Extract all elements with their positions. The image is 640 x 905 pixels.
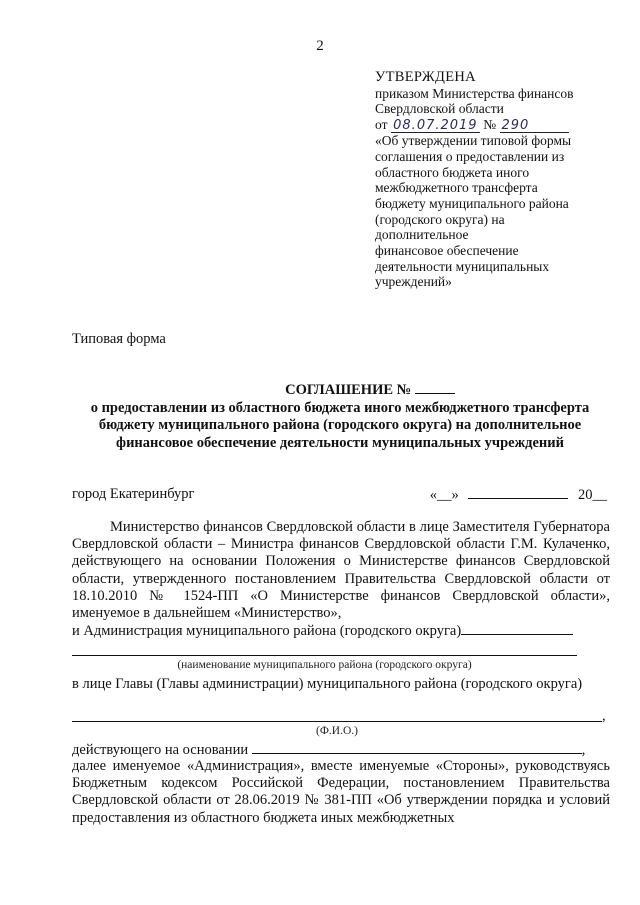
approval-stamp <box>375 70 610 290</box>
title-line-4: финансовое обеспечение деятельности муниципальных учреждений <box>116 434 564 451</box>
subject-line: деятельности муниципальных <box>375 258 550 274</box>
day-blank: «__» <box>429 487 459 503</box>
fio-caption: (Ф.И.О.) <box>316 725 358 737</box>
approval-line-2: Свердловской области <box>375 101 504 117</box>
head-line: в лице Главы (Главы администрации) муниципального района (городского округа) <box>72 676 583 692</box>
approval-subject <box>375 133 610 290</box>
municipality-blank <box>461 622 573 635</box>
handwritten-number: 290 <box>500 119 569 133</box>
acting-label: действующего на основании <box>72 742 249 758</box>
place-date-line <box>72 486 607 503</box>
admin-text: и Администрация муниципального района (городского округа) <box>72 623 462 639</box>
acting-basis-line <box>72 741 610 759</box>
page-number: 2 <box>316 38 324 54</box>
municipality-caption: (наименование муниципального района (городского округа) <box>177 659 472 671</box>
subject-line: учреждений» <box>375 274 452 290</box>
subject-line: областного бюджета иного <box>375 164 530 180</box>
approval-heading: УТВЕРЖДЕНА <box>375 69 476 85</box>
title-line-2: о предоставлении из областного бюджета иного межбюджетного трансферта <box>90 399 590 416</box>
agreement-number-blank <box>415 381 455 394</box>
subject-line: дополнительное <box>375 227 469 243</box>
subject-line: соглашения о предоставлении из <box>375 148 565 164</box>
subject-line: межбюджетного трансферта <box>375 180 538 196</box>
from-label: от <box>375 117 388 133</box>
basis-blank <box>252 741 582 754</box>
subject-line: финансовое обеспечение <box>375 243 519 259</box>
subject-line: (городского округа) на <box>375 211 505 227</box>
number-label: № <box>483 117 497 133</box>
subject-line: «Об утверждении типовой формы <box>375 133 572 149</box>
agreement-heading: СОГЛАШЕНИЕ № <box>285 382 412 398</box>
handwritten-date: 08.07.2019 <box>391 119 480 133</box>
city-name: город Екатеринбург <box>72 486 195 502</box>
form-type-label: Типовая форма <box>72 331 166 347</box>
paragraph-end: далее именуемое «Администрация», вместе именуемые «Стороны», руководствуясь Бюджетным кодексом Российской Федерации, постановлением Правительства Свердловской области от 28.06.2019 № 381-ПП «Об утверждении порядка и условий предоставления из областного бюджета иных межбюджетных <box>72 758 610 826</box>
approval-line-1: приказом Министерства финансов <box>375 85 574 101</box>
date-field <box>430 486 607 504</box>
admin-line <box>72 622 610 640</box>
title-line-1 <box>60 381 620 400</box>
subject-line: бюджету муниципального района <box>375 195 569 211</box>
municipality-name-line <box>72 655 577 656</box>
fio-comma: , <box>602 708 606 724</box>
year-blank: 20__ <box>578 487 607 503</box>
paragraph-1: Министерство финансов Свердловской области в лице Заместителя Губернатора Свердловской области – Министра финансов Свердловской области Г.М. Кулаченко, действующего на основании Положения о Министерстве финансов Свердловской области, утвержденного постановлением Правительства Свердловской области от 18.10.2010 № 1524-ПП «О Министерстве финансов Свердловской области», именуемое в дальнейшем «Министерство», <box>72 519 610 622</box>
approval-date-number-line <box>375 117 610 133</box>
month-blank <box>468 486 568 499</box>
title-line-3: бюджету муниципального района (городского округа) на дополнительное <box>98 417 582 433</box>
fio-line <box>72 721 602 722</box>
document-title <box>60 381 620 452</box>
acting-comma: , <box>581 742 586 758</box>
